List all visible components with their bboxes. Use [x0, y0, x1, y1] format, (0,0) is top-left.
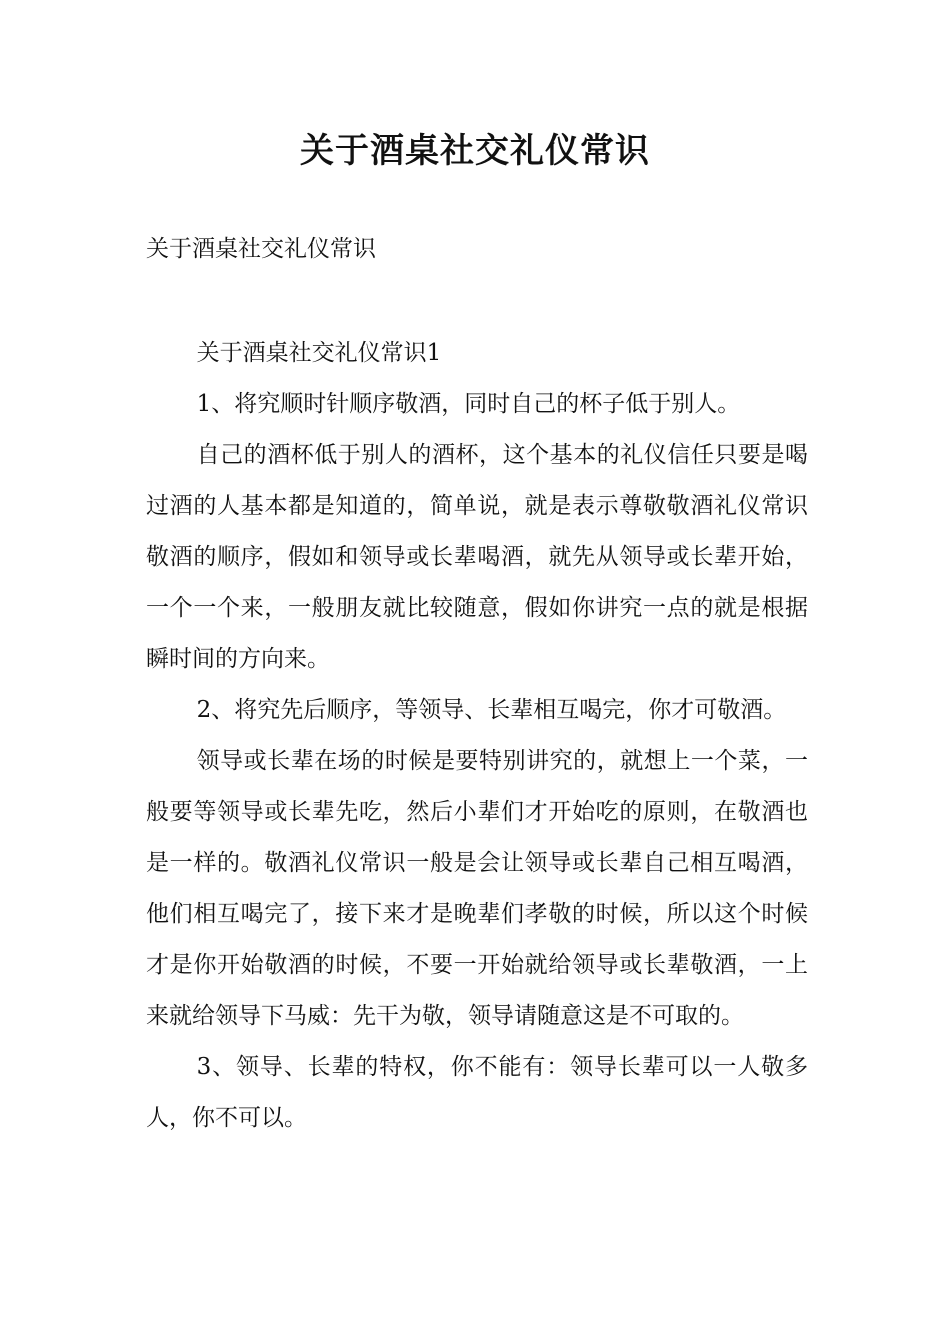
body-paragraph: 2、将究先后顺序，等领导、长辈相互喝完，你才可敬酒。: [196, 697, 787, 723]
document-subtitle: 关于酒桌社交礼仪常识: [146, 236, 376, 262]
document-title: 关于酒桌社交礼仪常识: [300, 131, 650, 171]
body-paragraph: 3、领导、长辈的特权，你不能有：领导长辈可以一人敬多人，你不可以。: [146, 1054, 808, 1131]
body-paragraph: 领导或长辈在场的时候是要特别讲究的，就想上一个菜，一般要等领导或长辈先吃，然后小辈们才开始吃的原则，在敬酒也是一样的。敬酒礼仪常识一般是会让领导或长辈自己相互喝酒，他们相互喝完了，接下来才是晚辈们孝敬的时候，所以这个时候才是你开始敬酒的时候，不要一开始就给领导或长辈敬酒，一上来就给领导下马威：先干为敬，领导请随意这是不可取的。: [146, 748, 808, 1029]
body-paragraph: 1、将究顺时针顺序敬酒，同时自己的杯子低于别人。: [196, 391, 741, 417]
body-paragraph: 自己的酒杯低于别人的酒杯，这个基本的礼仪信任只要是喝过酒的人基本都是知道的，简单说，就是表示尊敬敬酒礼仪常识敬酒的顺序，假如和领导或长辈喝酒，就先从领导或长辈开始，一个一个来，一般朋友就比较随意，假如你讲究一点的就是根据瞬时间的方向来。: [146, 442, 808, 672]
section-heading: 关于酒桌社交礼仪常识1: [196, 340, 442, 366]
document-body: [146, 328, 808, 1144]
